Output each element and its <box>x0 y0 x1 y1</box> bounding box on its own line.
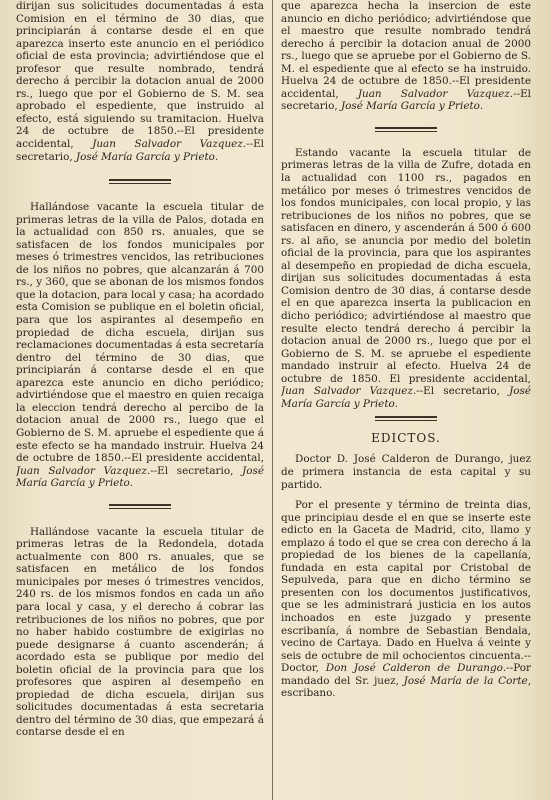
section-heading-edictos: EDICTOS. <box>371 431 441 446</box>
left-column <box>16 0 264 800</box>
ornament-rule <box>109 504 171 509</box>
ornament-rule <box>375 416 437 421</box>
right-column <box>281 0 531 800</box>
signature-secretary: José María García y Prieto <box>75 150 215 163</box>
signature-clerk: José María de la Corte <box>403 674 528 687</box>
notice-continuation: dirijan sus solicitudes documentadas á esta Comision en el término de 30 dias, que principiarán á contarse desde el en que aparezca inserto este anuncio en el periódico oficial de esta provincia; advirtiéndose que el profesor que resulte nombrado, tendrá derecho á percibir la dotacion anual de 2000 rs., luego que por el Gobierno de S. M. sea aprobado el espediente, que instruido al efecto, está siguiendo su tramitacion. Huelva 24 de octubre de 1850.--El presidente accidental, Juan Salvador Vazquez.--El secretario, José María García y Prieto. <box>16 0 264 163</box>
signature-secretary: José María García y Prieto <box>16 464 264 490</box>
edict-title: Doctor D. José Calderon de Durango, juez de primera instancia de esta capital y su partido. <box>281 453 531 491</box>
signature-secretary: José María García y Prieto <box>281 385 531 410</box>
notice-palos: Hallándose vacante la escuela titular de primeras letras de la villa de Palos, dotada en la actualidad con 850 rs. anuales, que se satisfacen de los fondos municipales por meses ó trimestres vencidos, las retribuciones de los niños no pobres, que alcanzarán á 700 rs., y 360, que se abonan de los mismos fondos que la dotacion, para local y casa; ha acordado esta Comision se publique en el boletin oficial, para que los aspirantes al desempeño en propiedad de dicha escuela, dirijan sus reclamaciones documentadas á esta secretaría dentro del término de 30 dias, que principiarán á contarse desde el en que aparezca este anuncio en dicho periódico; advirtiéndose que el maestro en quien recaiga la eleccion tendrá derecho al percibo de la dotacion anual de 2000 rs., luego que el Gobierno de S. M. apruebe el espediente que á este efecto se ha mandado instruir. Huelva 24 de octubre de 1850.--El presidente accidental, Juan Salvador Vazquez.--El secretario, José María García y Prieto. <box>16 201 264 490</box>
edict-body: Por el presente y término de treinta dias, que principiau desde el en que se inserte este edicto en la Gaceta de Madrid, cito, llamo y emplazo á todo el que se crea con derecho á la propiedad de los bienes de la capellanía, fundada en esta capital por Cristobal de Sepulveda, para que en dicho término se presenten con los documentos justificativos, que se les administrará justicia en los autos inchoados en este juzgado y presente escribanía, á nombre de Sebastian Bendala, vecino de Cartaya. Dado en Huelva á veinte y seis de octubre de mil ochocientos cincuenta.--Doctor, Don José Calderon de Durango.--Por mandado del Sr. juez, José María de la Corte, escribano. <box>281 499 531 700</box>
signature-judge: Don José Calderon de Durango <box>325 662 503 675</box>
notice-continuation: que aparezca hecha la insercion de este anuncio en dicho periódico; advirtiéndose que el maestro que resulte nombrado tendrá derecho á percibir la dotacion anual de 2000 rs., luego que se apruebe por el Gobierno de S. M. el espediente que al efecto se ha instruido. Huelva 24 de octubre de 1850.--El presidente accidental, Juan Salvador Vazquez.--El secretario, José María García y Prieto. <box>281 0 531 113</box>
signature-president: Juan Salvador Vazquez <box>16 464 147 477</box>
column-divider <box>272 0 273 800</box>
signature-secretary: José María García y Prieto <box>340 100 480 113</box>
signature-president: Juan Salvador Vazquez <box>281 385 413 398</box>
ornament-rule <box>375 127 437 132</box>
signature-president: Juan Salvador Vazquez <box>357 87 510 100</box>
notice-redondela: Hallándose vacante la escuela titular de primeras letras de la Redondela, dotada actualmente con 800 rs. anuales, que se satisfacen en metálico de los fondos municipales por meses ó trimestres vencidos, 240 rs. de los mismos fondos en cada un año para local y casa, y el derecho á cobrar las retribuciones de los niños no pobres, que por no haber habido costumbre de exigirlas no puede designarse á cuanto ascenderán; á acordado esta se publique por medio del boletin oficial de la provincia para que los profesores que aspiren al desempeño en propiedad de dicha escuela, dirijan sus solicitudes documentadas á esta secretaria dentro del término de 30 dias, que empezará á contarse desde el en <box>16 525 264 739</box>
ornament-rule <box>109 179 171 184</box>
signature-president: Juan Salvador Vazquez <box>92 138 243 151</box>
notice-zufre: Estando vacante la escuela titular de primeras letras de la villa de Zufre, dotada en la actualidad con 1100 rs., pagados en metálico por meses ó trimestres vencidos de los fondos municipales, con local propio, y las retribuciones de los niños no pobres, que se satisfacen en dinero, y ascenderán á 500 ó 600 rs. al año, se anuncia por medio del boletin oficial de la provincia, para que los aspirantes al desempeño en propiedad de dicha escuela, dirijan sus solicitudes documentadas á esta Comision dentro de 30 dias, á contarse desde el en que aparezca inserta la publicacion en dicho periódico; advirtiéndose al maestro que resulte electo tendrá derecho á percibir la dotacion anual de 2000 rs., luego que por el Gobierno de S. M. se apruebe el espediente mandado instruir al efecto. Huelva 24 de octubre de 1850. El presidente accidental, Juan Salvador Vazquez.--El secretario, José María García y Prieto. <box>281 146 531 410</box>
